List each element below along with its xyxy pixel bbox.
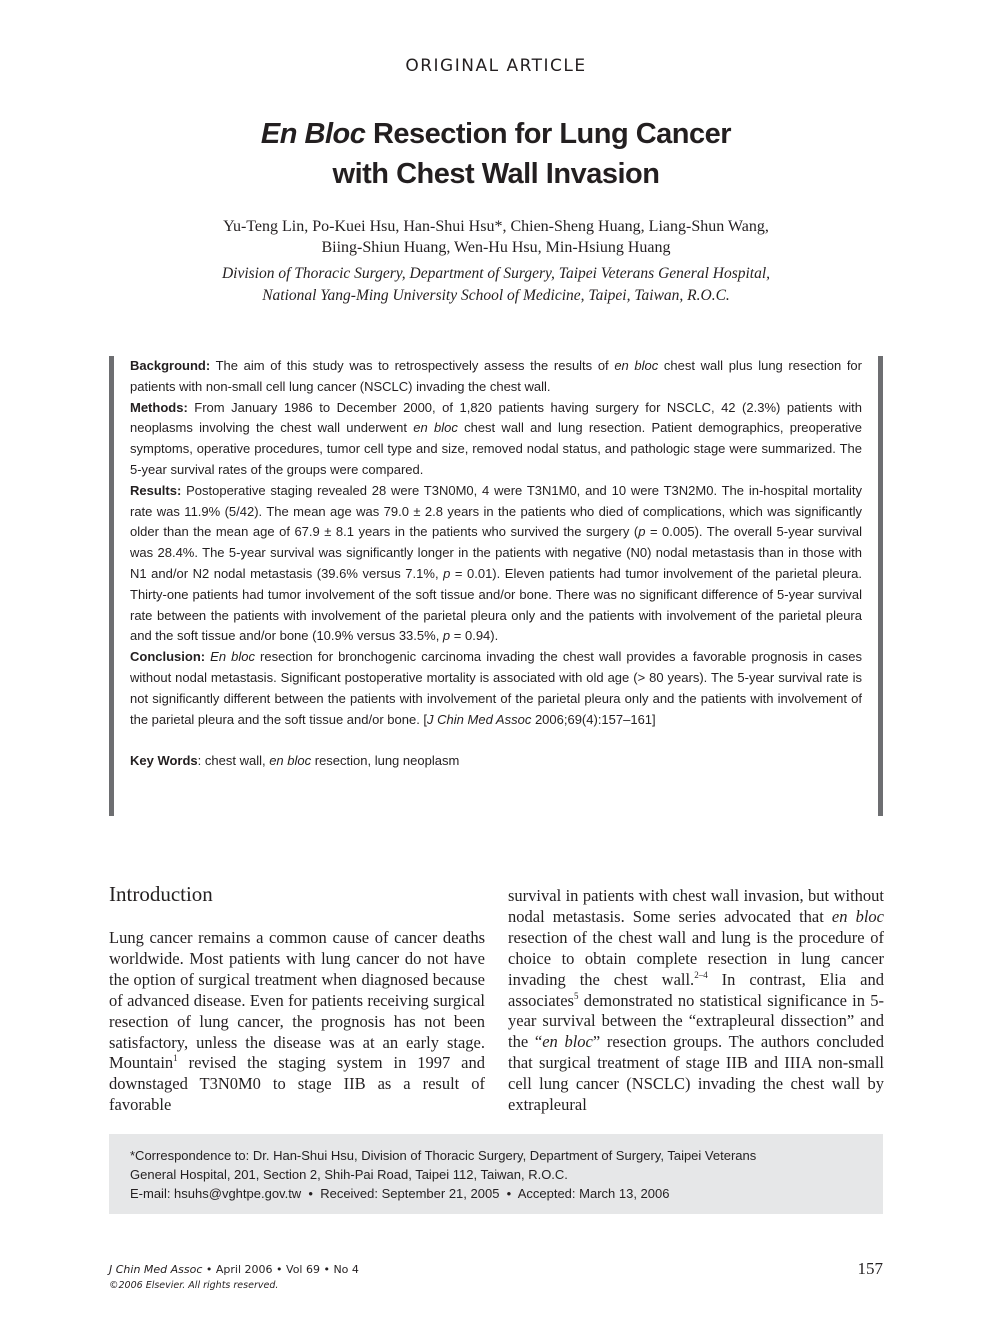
abstract-text [130,356,862,772]
keywords-em: en bloc [269,753,312,769]
results-p-2: p [443,565,451,581]
methods-text-b: chest wall and lung resection. Patient demographics, preoperative symptoms, operative procedures, tumor cell type and size, removed nodal status, and pathologic stage were summarized. The 5-year survival rates of the groups were compared. [130,420,863,477]
correspondence-line-2: General Hospital, 201, Section 2, Shih-Pai Road, Taipei 112, Taiwan, R.O.C. [130,1167,568,1182]
introduction-heading: Introduction [109,882,213,906]
results-text-c: = 0.01). Eleven patients had tumor involvement of the parietal pleura. Thirty-one patients had tumor involvement of the soft tissue and/or bone. There was no significant difference of 5-year survival rate between the patients with involvement of the parietal pleura only and the patients with involvement of the parietal pleura and the soft tissue and/or bone (10.9% versus 33.5%, [130,565,862,644]
intro-column-right [508,886,884,1116]
footer-citation [109,1262,359,1294]
intro-left-text-a: Lung cancer remains a common cause of cancer deaths worldwide. Most patients with lung cancer do not have the option of surgical treatment when diagnosed because of advanced disease. Even for patients receiving surgical resection of lung cancer, the prognosis has not been satisfactory, unless the disease was at an early stage. Mountain [109,928,485,1073]
abstract-keywords [130,751,862,772]
intro-column-left [109,928,485,1116]
citation-ref-5: 5 [573,990,579,1001]
intro-right-text-a: survival in patients with chest wall invasion, but without nodal metastasis. Some series advocated that [508,886,884,926]
abstract-methods [130,398,862,481]
page-number: 157 [857,1259,883,1278]
title-line-1-rest: Resection for Lung Cancer [365,118,732,150]
background-text-b: chest wall plus lung resection for patients with non-small cell lung cancer (NSCLC) invading the chest wall. [130,358,862,394]
affiliation-line-2: National Yang-Ming University School of Medicine, Taipei, Taiwan, R.O.C. [262,287,730,304]
background-em: en bloc [614,358,659,373]
title-line-1 [96,114,896,154]
methods-text-a: From January 1986 to December 2000, of 1,820 patients having surgery for NSCLC, 42 (2.3%) patients with neoplasms involving the chest wall underwent [130,399,862,436]
correspondence-line-1: *Correspondence to: Dr. Han-Shui Hsu, Division of Thoracic Surgery, Department of Surgery, Taipei Veterans [130,1148,757,1163]
affiliation [96,263,896,307]
citation-ref-2-4: 2–4 [694,969,708,980]
intro-right-text-e: ” resection groups. The authors concluded that surgical treatment of stage IIB and IIIA non-small cell lung cancer (NSCLC) invading the chest wall by extrapleural [508,1032,885,1115]
results-label: Results: [130,482,182,498]
author-line-2: Biing-Shiun Huang, Wen-Hu Hsu, Min-Hsiung Huang [321,239,671,256]
citation-details: 2006;69(4):157–161] [531,711,656,727]
title-italic: En Bloc [260,118,366,150]
conclusion-label: Conclusion: [130,649,206,665]
keywords-text-a: : chest wall, [197,753,270,769]
abstract-conclusion [130,647,862,730]
intro-right-em-2: en bloc [542,1032,593,1052]
results-text-a: Postoperative staging revealed 28 were T3N0M0, 4 were T3N1M0, and 10 were T3N2M0. The in-hospital mortality rate was 11.9% (5/42). The mean age was 79.0 ± 2.8 years in the patients who died of complications, which was significantly older than the mean age of 67.9 ± 8.1 years in the patients who survived the surgery ( [130,482,862,540]
intro-right-text-c: In contrast, Elia and associates [508,969,884,1010]
keywords-label: Key Words [130,753,198,769]
footer-copyright: ©2006 Elsevier. All rights reserved. [109,1280,279,1291]
correspondence-line-3: E-mail: hsuhs@vghtpe.gov.tw • Received: September 21, 2005 • Accepted: March 13, 2006 [130,1186,670,1201]
background-text-a: The aim of this study was to retrospectively assess the results of [210,358,615,373]
article-title [96,114,896,194]
conclusion-text: resection for bronchogenic carcinoma invading the chest wall provides a favorable prognosis in cases without nodal metastasis. Significant postoperative mortality is associated with old age (> 80 years). The 5-year survival rate is not significantly different between the patients with involvement of the parietal pleura only and the patients with involvement of the parietal pleura and the soft tissue and/or bone. [ [130,649,862,727]
citation-ref-1: 1 [173,1053,178,1064]
results-p-3: p [442,628,451,644]
affiliation-line-1: Division of Thoracic Surgery, Department of Surgery, Taipei Veterans General Hospital, [221,265,771,282]
keywords-text-b: resection, lung neoplasm [311,753,460,769]
abstract-results [130,481,862,647]
title-line-2: with Chest Wall Invasion [332,158,660,190]
intro-right-text-d: demonstrated no statistical significance in 5-year survival between the “extrapleural dissection” and the “ [508,990,884,1052]
footer-issue: • April 2006 • Vol 69 • No 4 [202,1263,359,1276]
intro-right-em-1: en bloc [831,906,884,926]
author-list [96,216,896,258]
citation-journal: J Chin Med Assoc [427,711,532,727]
results-text-d: = 0.94). [450,628,499,644]
results-p-1: p [638,524,646,540]
results-text-b: = 0.005). The overall 5-year survival was 28.4%. The 5-year survival was significantly longer in the patients with negative (N0) nodal metastasis than in those with N1 and/or N2 nodal metastasis (39.6% versus 7.1%, [130,524,862,581]
intro-right-text-b: resection of the chest wall and lung is the procedure of choice to obtain complete resection in lung cancer invading the chest wall. [508,927,884,989]
footer-journal-line [109,1262,359,1278]
conclusion-em: En bloc [205,649,255,665]
intro-paragraph-right [508,886,884,1116]
abstract-box [109,356,883,816]
author-line-1: Yu-Teng Lin, Po-Kuei Hsu, Han-Shui Hsu*, Chien-Sheng Huang, Liang-Shun Wang, [223,218,769,235]
correspondence-box [109,1134,883,1214]
abstract-background [130,356,862,398]
intro-left-text-b: revised the staging system in 1997 and downstaged T3N0M0 to stage IIB as a result of favorable [109,1053,485,1115]
background-label: Background: [130,358,211,373]
section-label: ORIGINAL ARTICLE [405,56,587,76]
footer-journal: J Chin Med Assoc [109,1263,203,1276]
methods-label: Methods: [130,399,188,415]
methods-em: en bloc [413,420,458,436]
intro-paragraph-left [109,928,485,1116]
